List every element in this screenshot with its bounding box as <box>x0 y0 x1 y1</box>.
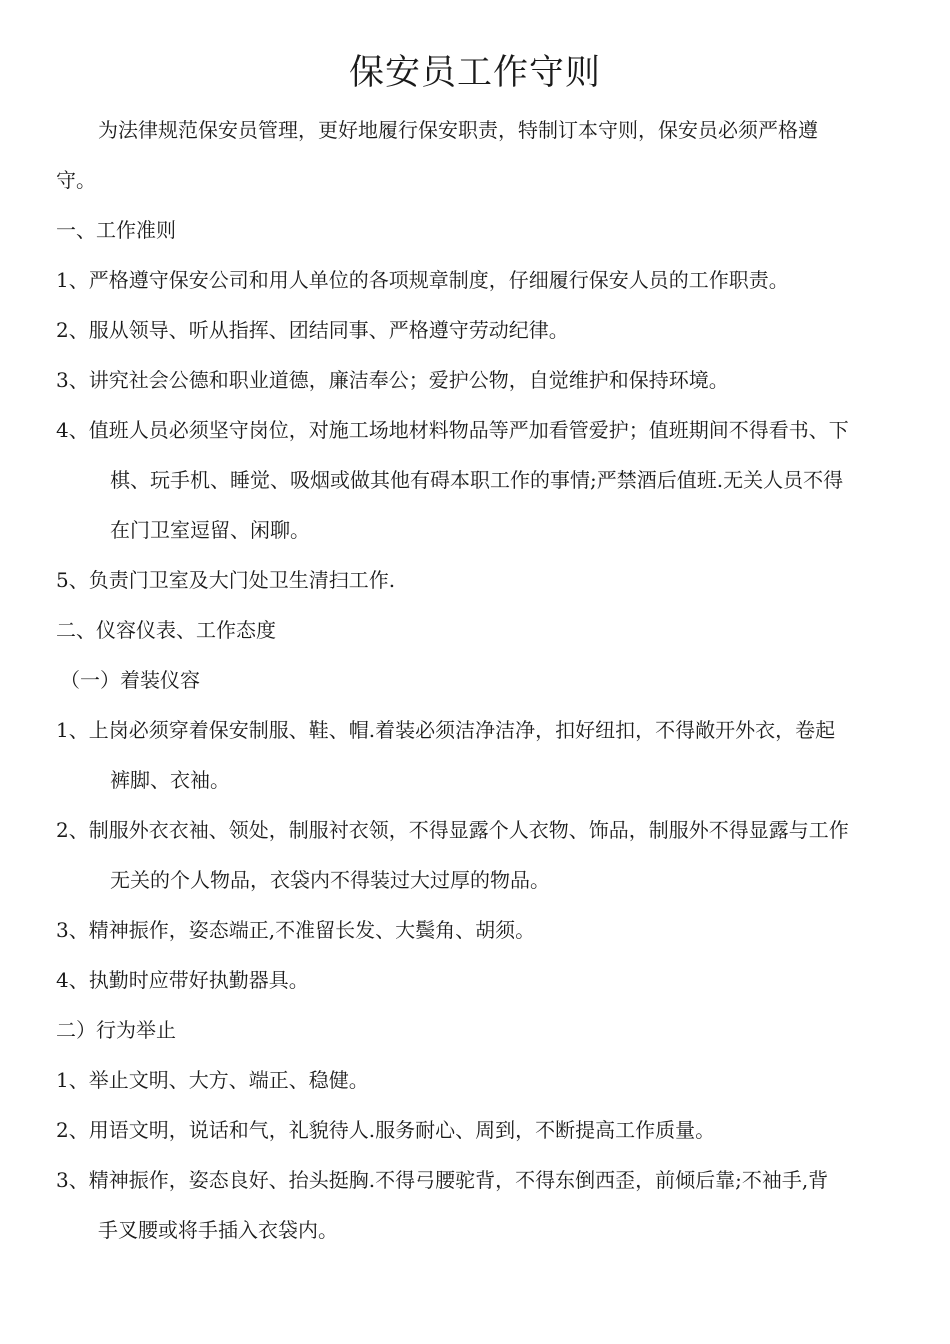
section-1-item-3: 3、讲究社会公德和职业道德，廉洁奉公；爱护公物，自觉维护和保持环境。 <box>56 368 729 392</box>
document-title: 保安员工作守则 <box>348 53 601 93</box>
subsection-2-item-3-line-2: 手叉腰或将手插入衣袋内。 <box>98 1218 338 1242</box>
subsection-2-item-3-line-1: 3、精神振作，姿态良好、抬头挺胸.不得弓腰驼背，不得东倒西歪，前倾后靠;不袖手,背 <box>56 1168 829 1192</box>
section-2-heading: 二、仪容仪表、工作态度 <box>56 618 276 642</box>
section-1-item-4-line-2: 棋、玩手机、睡觉、吸烟或做其他有碍本职工作的事情;严禁酒后值班.无关人员不得 <box>110 468 844 492</box>
subsection-1-item-1-line-1: 1、上岗必须穿着保安制服、鞋、帽.着装必须洁净洁净，扣好纽扣，不得敞开外衣，卷起 <box>56 718 836 742</box>
section-1-item-2: 2、服从领导、听从指挥、团结同事、严格遵守劳动纪律。 <box>56 318 569 342</box>
subsection-2-heading: 二）行为举止 <box>56 1018 176 1042</box>
subsection-1-item-1-line-2: 裤脚、衣袖。 <box>110 768 230 792</box>
section-1-heading: 一、工作准则 <box>56 218 176 242</box>
subsection-1-item-2-line-2: 无关的个人物品，衣袋内不得装过大过厚的物品。 <box>110 868 550 892</box>
section-1-item-1: 1、严格遵守保安公司和用人单位的各项规章制度，仔细履行保安人员的工作职责。 <box>56 268 789 292</box>
subsection-1-item-3: 3、精神振作，姿态端正,不准留长发、大鬓角、胡须。 <box>56 918 536 942</box>
subsection-2-item-2: 2、用语文明，说话和气，礼貌待人.服务耐心、周到，不断提高工作质量。 <box>56 1118 716 1142</box>
subsection-1-heading: （一）着装仪容 <box>60 668 200 692</box>
section-1-item-4-line-3: 在门卫室逗留、闲聊。 <box>110 518 310 542</box>
section-1-item-4-line-1: 4、值班人员必须坚守岗位，对施工场地材料物品等严加看管爱护；值班期间不得看书、下 <box>56 418 849 442</box>
subsection-1-item-2-line-1: 2、制服外衣衣袖、领处，制服衬衣领，不得显露个人衣物、饰品，制服外不得显露与工作 <box>56 818 849 842</box>
subsection-1-item-4: 4、执勤时应带好执勤器具。 <box>56 968 309 992</box>
section-1-item-5: 5、负责门卫室及大门处卫生清扫工作. <box>56 568 396 592</box>
subsection-2-item-1: 1、举止文明、大方、端正、稳健。 <box>56 1068 369 1092</box>
intro-line-1: 为法律规范保安员管理，更好地履行保安职责，特制订本守则，保安员必须严格遵 <box>98 118 818 142</box>
intro-line-2: 守。 <box>56 168 96 192</box>
